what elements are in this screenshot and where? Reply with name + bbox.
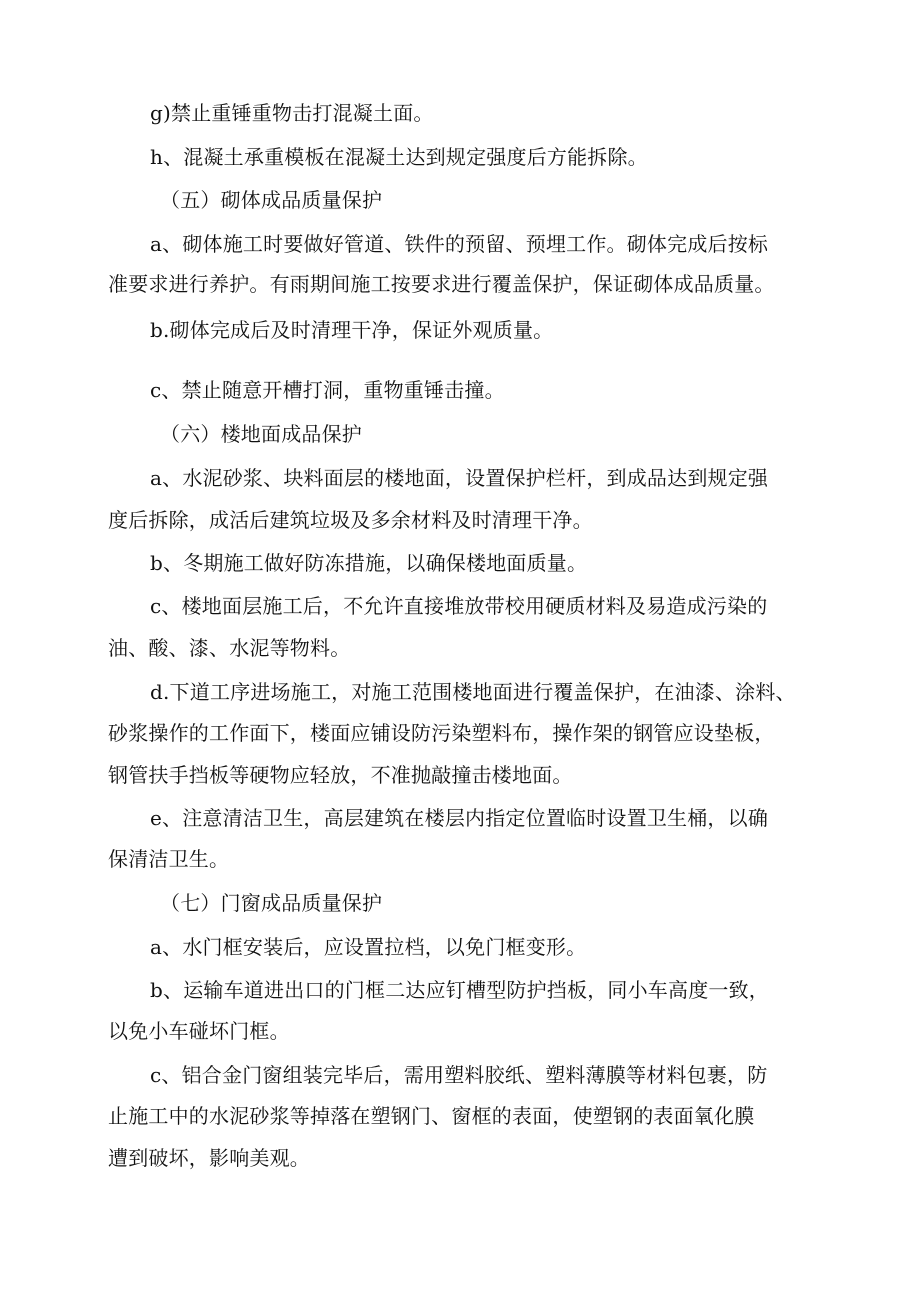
- paragraph-7b-line1: b、运输车道进出口的门框二达应钉槽型防护挡板，同小车高度一致，: [150, 978, 770, 1002]
- paragraph-6d-line3: 钢管扶手挡板等硬物应轻放，不准抛敲撞击楼地面。: [108, 763, 573, 787]
- paragraph-h: h、混凝土承重模板在混凝土达到规定强度后方能拆除。: [150, 145, 648, 169]
- paragraph-7c-line2: 止施工中的水泥砂浆等掉落在塑钢门、窗框的表面，使塑钢的表面氧化膜: [108, 1104, 755, 1128]
- paragraph-6c-line2: 油、酸、漆、水泥等物料。: [108, 636, 351, 660]
- paragraph-7a: a、水门框安装后，应设置拉档，以免门框变形。: [150, 935, 587, 959]
- paragraph-5a-line1: a、砌体施工时要做好管道、铁件的预留、预埋工作。砌体完成后按标: [150, 232, 769, 256]
- paragraph-5b: b.砌体完成后及时清理干净，保证外观质量。: [150, 318, 554, 342]
- paragraph-7c-line1: c、铝合金门窗组装完毕后，需用塑料胶纸、塑料薄膜等材料包裹，防: [150, 1063, 768, 1087]
- section-heading-6: （六）楼地面成品保护: [160, 422, 362, 446]
- paragraph-6e-line2: 保清洁卫生。: [108, 847, 230, 871]
- paragraph-6a-line1: a、水泥砂浆、块料面层的楼地面，设置保护栏杆，到成品达到规定强: [150, 466, 769, 490]
- paragraph-5a-line2: 准要求进行养护。有雨期间施工按要求进行覆盖保护，保证砌体成品质量。: [108, 272, 775, 296]
- paragraph-6c-line1: c、楼地面层施工后，不允许直接堆放带校用硬质材料及易造成污染的: [150, 594, 768, 618]
- paragraph-6b: b、冬期施工做好防冻措施，以确保楼地面质量。: [150, 551, 588, 575]
- paragraph-5c: c、禁止随意开槽打洞，重物重锤击撞。: [150, 378, 505, 402]
- paragraph-7b-line2: 以免小车碰坏门框。: [108, 1019, 290, 1043]
- section-heading-7: （七）门窗成品质量保护: [160, 891, 383, 915]
- paragraph-6d-line1: d.下道工序进场施工，对施工范围楼地面进行覆盖保护，在油漆、涂料、: [150, 680, 796, 704]
- paragraph-g: g)禁止重锤重物击打混凝土面。: [150, 101, 434, 125]
- paragraph-6d-line2: 砂浆操作的工作面下，楼面应铺设防污染塑料布，操作架的钢管应设垫板，: [108, 721, 775, 745]
- paragraph-7c-line3: 遭到破坏，影响美观。: [108, 1146, 310, 1170]
- paragraph-6e-line1: e、注意清洁卫生，高层建筑在楼层内指定位置临时设置卫生桶，以确: [150, 806, 769, 830]
- paragraph-6a-line2: 度后拆除，成活后建筑垃圾及多余材料及时清理干净。: [108, 508, 593, 532]
- section-heading-5: （五）砌体成品质量保护: [160, 188, 383, 212]
